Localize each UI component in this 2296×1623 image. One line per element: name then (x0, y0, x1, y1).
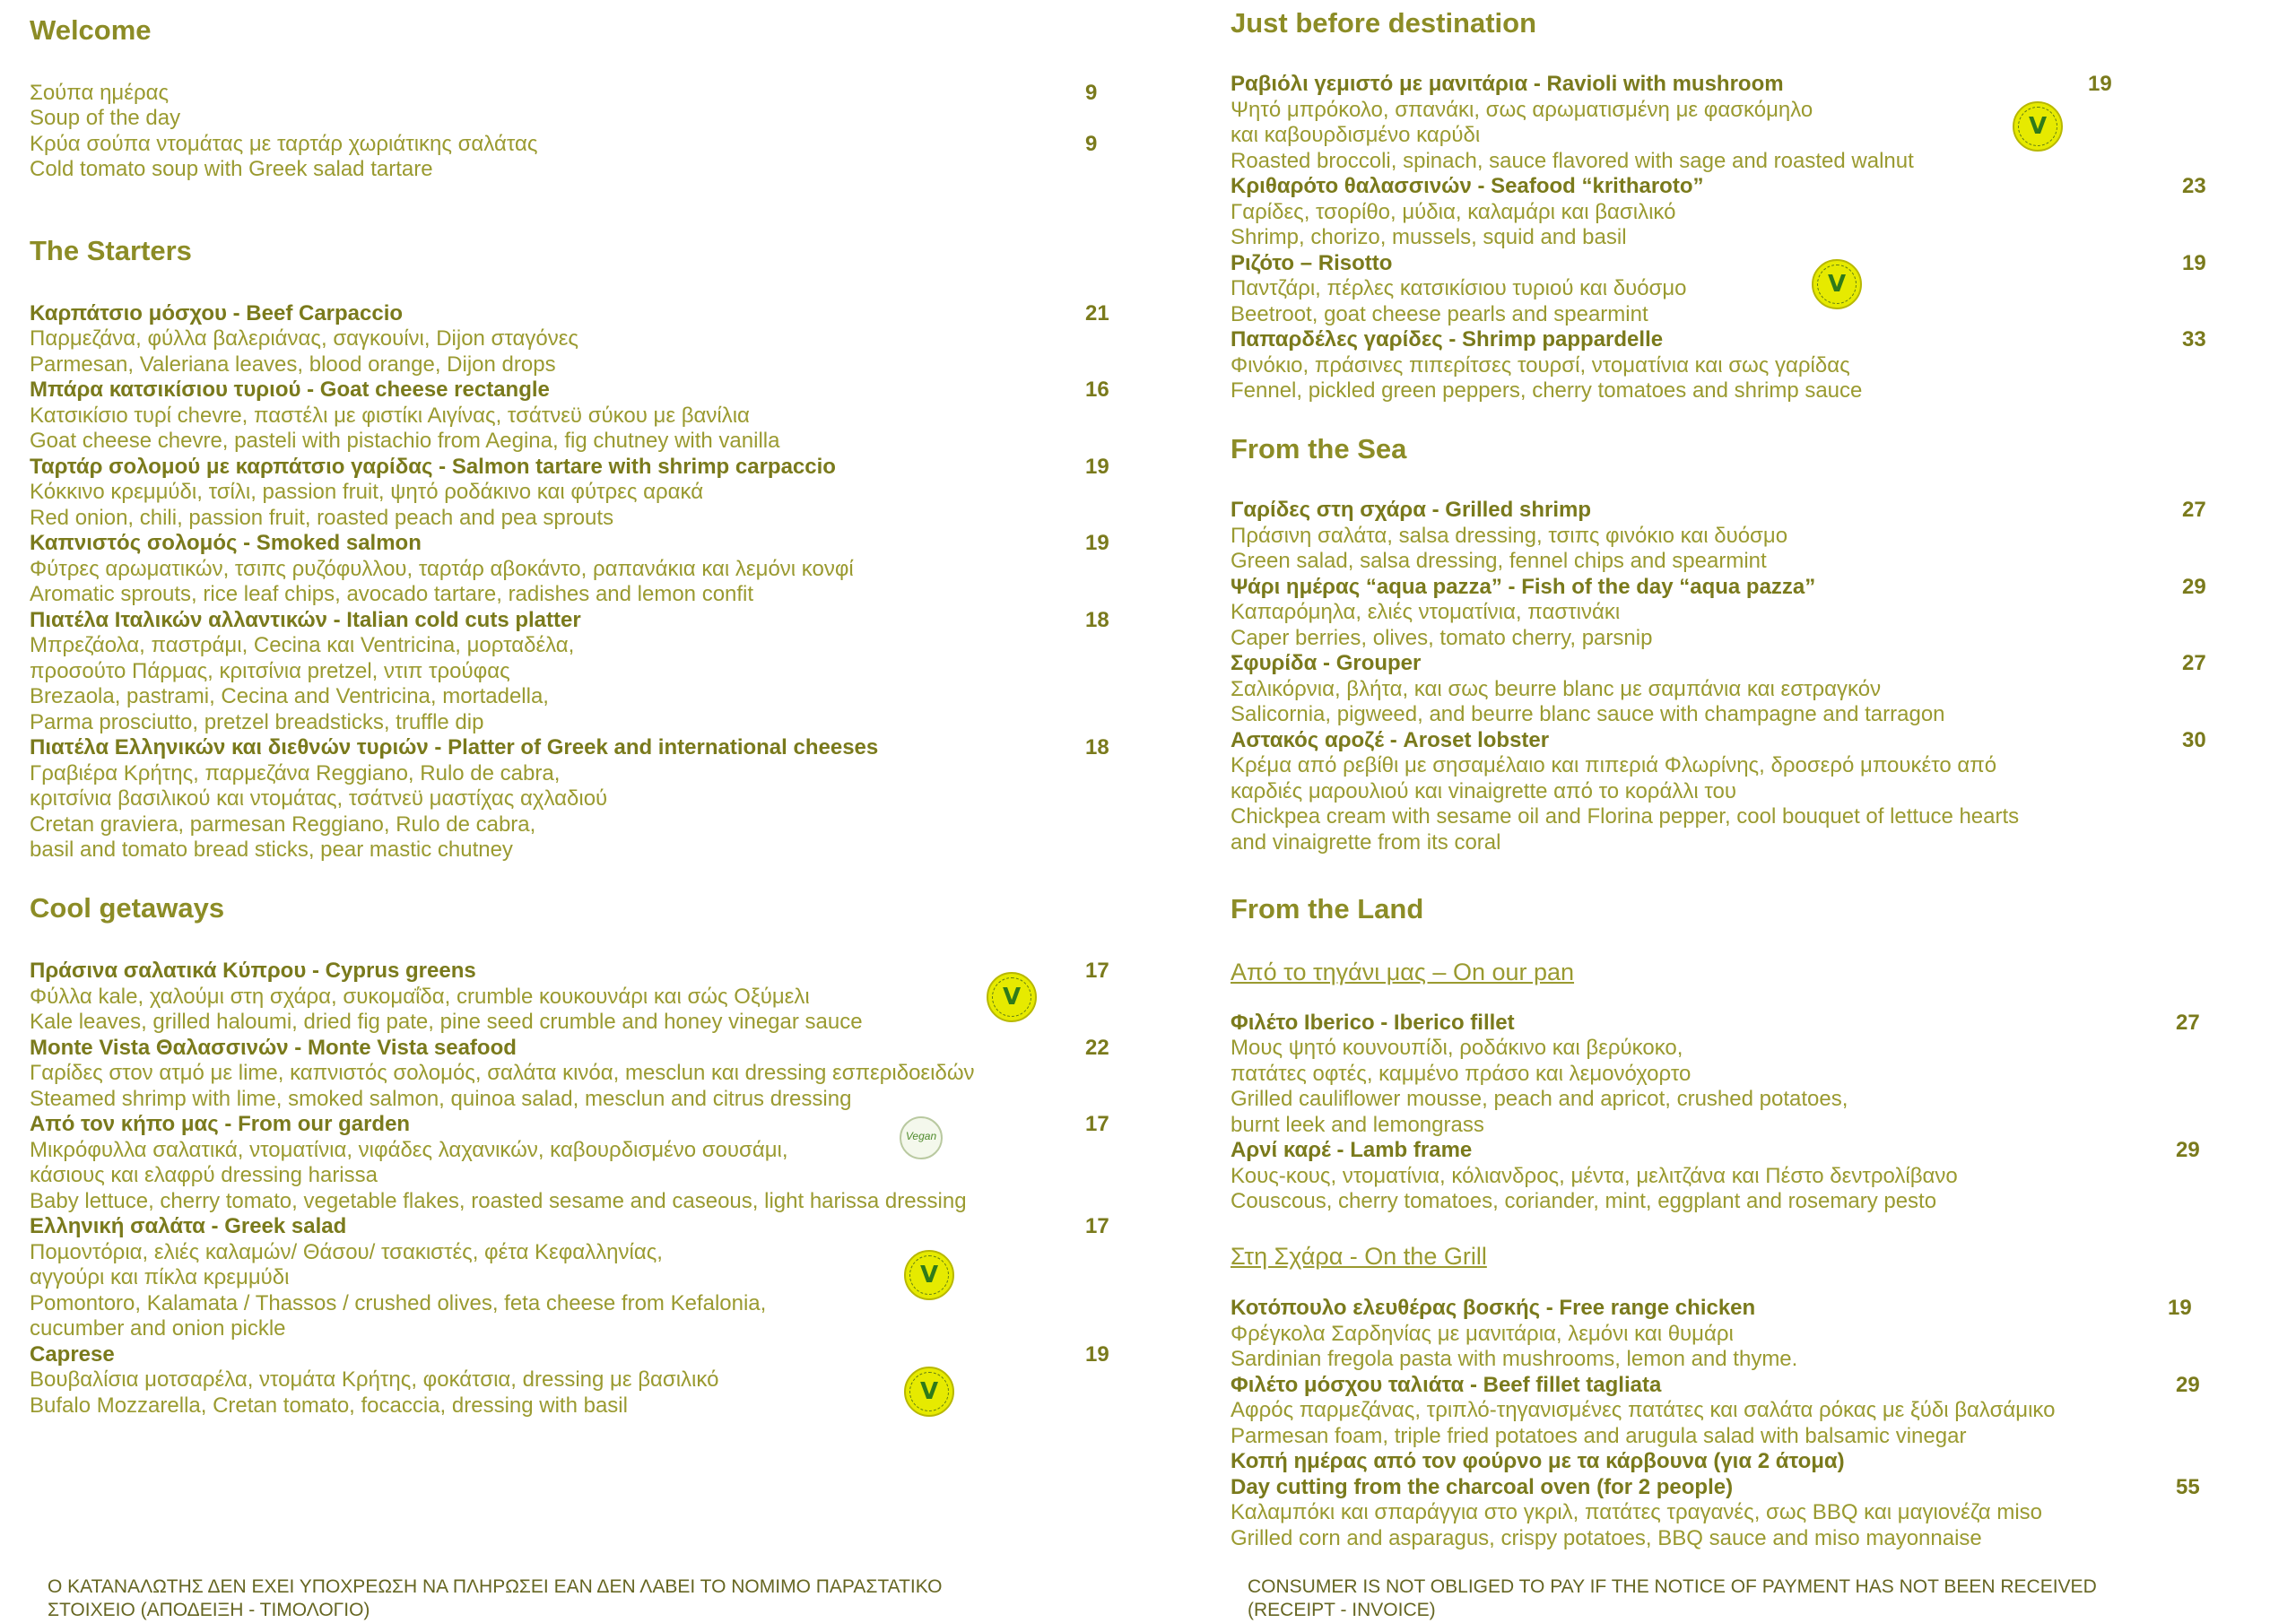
menu-item-name: Ψάρι ημέρας “aqua pazza” - Fish of the day “aqua pazza” (1231, 575, 1816, 599)
menu-item-desc: Beetroot, goat cheese pearls and spearmint (1231, 302, 1648, 326)
menu-item-name: Γαρίδες στη σχάρα - Grilled shrimp (1231, 498, 1591, 522)
menu-item-desc: Roasted broccoli, spinach, sauce flavored with sage and roasted walnut (1231, 149, 1914, 173)
menu-item-desc: Γαρίδες στον ατμό με lime, καπνιστός σολομός, σαλάτα κινόα, mesclun και dressing εσπεριδοειδών (30, 1061, 975, 1085)
menu-item-desc: καρδιές μαρουλιού και vinaigrette από το κοράλλι του (1231, 779, 1736, 803)
vegetarian-icon: V (904, 1367, 954, 1417)
menu-item-desc: Sardinian fregola pasta with mushrooms, lemon and thyme. (1231, 1347, 1798, 1371)
menu-item-desc: Γαρίδες, τσορίθο, μύδια, καλαμάρι και βασιλικό (1231, 200, 1676, 224)
menu-item-desc: Salicornia, pigweed, and beurre blanc sauce with champagne and tarragon (1231, 702, 1945, 726)
menu-item-desc: Cretan graviera, parmesan Reggiano, Rulo de cabra, (30, 812, 536, 837)
menu-item-desc: burnt leek and lemongrass (1231, 1113, 1484, 1137)
menu-item-name: Monte Vista Θαλασσινών - Monte Vista seafood (30, 1036, 517, 1060)
menu-item-name: Ραβιόλι γεμιστό με μανιτάρια - Ravioli with mushroom (1231, 72, 1784, 96)
section-title-cool-getaways: Cool getaways (30, 892, 225, 924)
menu-item-desc: Brezaola, pastrami, Cecina and Ventricina, mortadella, (30, 684, 549, 708)
menu-item-price: 17 (1085, 959, 1109, 983)
menu-item-name: Κοτόπουλο ελευθέρας βοσκής - Free range chicken (1231, 1296, 1756, 1320)
menu-item-desc: προσούτο Πάρμας, κριτσίνια pretzel, ντιπ τρούφας (30, 659, 510, 683)
menu-item-price: 30 (2182, 728, 2206, 752)
menu-item-price: 19 (1085, 455, 1109, 479)
menu-item-price: 16 (1085, 378, 1109, 402)
menu-item-name: Από τον κήπο μας - From our garden (30, 1112, 411, 1136)
menu-item-desc: Chickpea cream with sesame oil and Florina pepper, cool bouquet of lettuce hearts (1231, 804, 2020, 829)
menu-item-desc: Κόκκινο κρεμμύδι, τσίλι, passion fruit, ψητό ροδάκινο και φύτρες αρακά (30, 480, 704, 504)
menu-item-desc: Parma prosciutto, pretzel breadsticks, truffle dip (30, 710, 484, 734)
menu-item-desc: Κατσικίσιο τυρί chevre, παστέλι με φιστίκι Αιγίνας, τσάτνεϋ σύκου με βανίλια (30, 404, 750, 428)
welcome-line: Κρύα σούπα ντομάτας με ταρτάρ χωριάτικης σαλάτας (30, 132, 538, 156)
menu-item-desc: Παντζάρι, πέρλες κατσικίσιου τυριού και δυόσμο (1231, 276, 1687, 300)
menu-item-price: 29 (2182, 575, 2206, 599)
menu-item-desc: cucumber and onion pickle (30, 1316, 286, 1341)
vegetarian-icon: V (904, 1250, 954, 1300)
menu-item-name: Αρνί καρέ - Lamb frame (1231, 1138, 1473, 1162)
menu-item-price: 19 (2168, 1296, 2192, 1320)
menu-item-price: 22 (1085, 1036, 1109, 1060)
menu-item-price: 21 (1085, 301, 1109, 325)
footer-notice-greek: Ο ΚΑΤΑΝΑΛΩΤΗΣ ΔΕΝ ΕΧΕΙ ΥΠΟΧΡΕΩΣΗ ΝΑ ΠΛΗΡΩΣΕΙ ΕΑΝ ΔΕΝ ΛΑΒΕΙ ΤΟ ΝΟΜΙΜΟ ΠΑΡΑΣΤΑΤΙΚΟ (48, 1576, 943, 1597)
menu-item-desc: Μικρόφυλλα σαλατικά, ντοματίνια, νιφάδες λαχανικών, καβουρδισμένο σουσάμι, (30, 1138, 788, 1162)
welcome-price: 9 (1085, 132, 1098, 156)
menu-item-desc: Παρμεζάνα, φύλλα βαλεριάνας, σαγκουίνι, Dijon σταγόνες (30, 326, 578, 351)
menu-item-name: Καρπάτσιο μόσχου - Beef Carpaccio (30, 301, 404, 325)
menu-item-desc: πατάτες οφτές, καμμένο πράσο και λεμονόχορτο (1231, 1062, 1692, 1086)
menu-item-desc: Aromatic sprouts, rice leaf chips, avocado tartare, radishes and lemon confit (30, 582, 754, 606)
menu-item-price: 17 (1085, 1112, 1109, 1136)
menu-item-desc: Couscous, cherry tomatoes, coriander, mint, eggplant and rosemary pesto (1231, 1189, 1937, 1213)
menu-item-desc: Shrimp, chorizo, mussels, squid and basil (1231, 225, 1627, 249)
menu-item-name: Φιλέτο μόσχου ταλιάτα - Beef fillet tagliata (1231, 1373, 1662, 1397)
menu-item-name: Caprese (30, 1342, 115, 1367)
menu-item-desc: Red onion, chili, passion fruit, roasted peach and pea sprouts (30, 506, 614, 530)
menu-item-desc: Ποµοντόρια, ελιές καλαμών/ Θάσου/ τσακιστές, φέτα Κεφαλληνίας, (30, 1240, 663, 1264)
menu-item-desc: Parmesan foam, triple fried potatoes and arugula salad with balsamic vinegar (1231, 1424, 1967, 1448)
menu-item-price: 19 (1085, 531, 1109, 555)
menu-item-name: Πράσινα σαλατικά Κύπρου - Cyprus greens (30, 959, 476, 983)
menu-item-price: 27 (2182, 498, 2206, 522)
menu-item-desc: κάσιους και ελαφρύ dressing harissa (30, 1163, 378, 1187)
menu-item-name: Πιατέλα Ιταλικών αλλαντικών - Italian cold cuts platter (30, 608, 581, 632)
vegan-icon: Vegan (900, 1116, 943, 1159)
menu-item-name: Παπαρδέλες γαρίδες - Shrimp pappardelle (1231, 327, 1664, 352)
menu-item-price: 29 (2176, 1138, 2200, 1162)
menu-item-desc: Καπαρόμηλα, ελιές ντοματίνια, παστινάκι (1231, 600, 1621, 624)
menu-item-name: Ελληνική σαλάτα - Greek salad (30, 1214, 347, 1238)
vegetarian-icon: V (1812, 259, 1862, 309)
menu-item-name: Day cutting from the charcoal oven (for 2 people) (1231, 1475, 1734, 1499)
menu-item-desc: κριτσίνια βασιλικού και ντομάτας, τσάτνεϋ μαστίχας αχλαδιού (30, 786, 608, 811)
menu-item-desc: Baby lettuce, cherry tomato, vegetable flakes, roasted sesame and caseous, light harissa dressing (30, 1189, 967, 1213)
menu-item-desc: Kale leaves, grilled haloumi, dried fig pate, pine seed crumble and honey vinegar sauce (30, 1010, 863, 1034)
menu-item-desc: αγγούρι και πίκλα κρεμμύδι (30, 1265, 290, 1289)
menu-item-desc: Κους-κους, ντοματίνια, κόλιανδρος, μέντα, μελιτζάνα και Πέστο δεντρολίβανο (1231, 1164, 1958, 1188)
menu-item-desc: Pomontoro, Kalamata / Thassos / crushed olives, feta cheese from Kefalonia, (30, 1291, 767, 1315)
menu-item-desc: Γραβιέρα Κρήτης, παρμεζάνα Reggiano, Rulo de cabra, (30, 761, 561, 785)
subheading-on-the-grill: Στη Σχάρα - On the Grill (1231, 1243, 1487, 1270)
menu-item-desc: Steamed shrimp with lime, smoked salmon, quinoa salad, mesclun and citrus dressing (30, 1087, 852, 1111)
menu-item-name: Πιατέλα Ελληνικών και διεθνών τυριών - Platter of Greek and international cheeses (30, 735, 879, 759)
menu-item-price: 23 (2182, 174, 2206, 198)
menu-item-desc: Φύλλα kale, χαλούμι στη σχάρα, συκομαΐδα, crumble κουκουνάρι και σώς Οξύμελι (30, 985, 810, 1009)
menu-item-price: 19 (1085, 1342, 1109, 1367)
welcome-line: Cold tomato soup with Greek salad tartare (30, 157, 433, 181)
menu-item-price: 27 (2182, 651, 2206, 675)
section-title-from-the-sea: From the Sea (1231, 433, 1407, 464)
section-title-welcome: Welcome (30, 14, 152, 46)
menu-item-desc: Parmesan, Valeriana leaves, blood orange, Dijon drops (30, 352, 556, 377)
menu-item-price: 29 (2176, 1373, 2200, 1397)
menu-item-name: Ταρτάρ σολομού με καρπάτσιο γαρίδας - Salmon tartare with shrimp carpaccio (30, 455, 836, 479)
menu-item-price: 33 (2182, 327, 2206, 352)
menu-item-desc: Caper berries, olives, tomato cherry, parsnip (1231, 626, 1653, 650)
menu-item-desc: Μους ψητό κουνουπίδι, ροδάκινο και βερύκοκο, (1231, 1036, 1683, 1060)
menu-item-desc: Ψητό μπρόκολο, σπανάκι, σως αρωματισμένη με φασκόμηλο (1231, 98, 1813, 122)
menu-item-desc: Κρέμα από ρεβίθι με σησαμέλαιο και πιπεριά Φλωρίνης, δροσερό μπουκέτο από (1231, 753, 1997, 777)
menu-item-name: Ριζότο – Risotto (1231, 251, 1393, 275)
welcome-line: Soup of the day (30, 106, 181, 130)
footer-notice-english: CONSUMER IS NOT OBLIGED TO PAY IF THE NOTICE OF PAYMENT HAS NOT BEEN RECEIVED (1248, 1576, 2097, 1597)
footer-notice-english: (RECEIPT - INVOICE) (1248, 1600, 1436, 1620)
menu-item-desc: basil and tomato bread sticks, pear mastic chutney (30, 838, 513, 862)
menu-item-name: Καπνιστός σολομός - Smoked salmon (30, 531, 422, 555)
menu-item-price: 55 (2176, 1475, 2200, 1499)
subheading-on-our-pan: Από το τηγάνι μας – On our pan (1231, 959, 1575, 985)
welcome-price: 9 (1085, 81, 1098, 105)
menu-item-desc: Αφρός παρμεζάνας, τριπλό-τηγανισμένες πατάτες και σαλάτα ρόκας με ξύδι βαλσάμικο (1231, 1398, 2056, 1422)
menu-item-desc: and vinaigrette from its coral (1231, 830, 1501, 855)
menu-item-desc: και καβουρδισμένο καρύδι (1231, 123, 1481, 147)
menu-item-desc: Πράσινη σαλάτα, salsa dressing, τσιπς φινόκιο και δυόσμο (1231, 524, 1788, 548)
section-title-starters: The Starters (30, 235, 192, 266)
menu-item-name: Κριθαρότο θαλασσινών - Seafood “kritharoto” (1231, 174, 1704, 198)
menu-item-name: Μπάρα κατσικίσιου τυριού - Goat cheese rectangle (30, 378, 550, 402)
section-title-just-before-destination: Just before destination (1231, 7, 1537, 39)
menu-item-price: 17 (1085, 1214, 1109, 1238)
footer-notice-greek: ΣΤΟΙΧΕΙΟ (ΑΠΟΔΕΙΞΗ - ΤΙΜΟΛΟΓΙΟ) (48, 1600, 370, 1620)
menu-item-desc: Βουβαλίσια μοτσαρέλα, ντομάτα Κρήτης, φοκάτσια, dressing με βασιλικό (30, 1367, 719, 1392)
menu-item-desc: Φινόκιο, πράσινες πιπερίτσες τουρσί, ντοματίνια και σως γαρίδας (1231, 353, 1850, 378)
menu-item-desc: Green salad, salsa dressing, fennel chips and spearmint (1231, 549, 1767, 573)
menu-item-desc: Bufalo Mozzarella, Cretan tomato, focaccia, dressing with basil (30, 1393, 628, 1418)
welcome-line: Σούπα ημέρας (30, 81, 170, 105)
menu-item-name: Σφυρίδα - Grouper (1231, 651, 1422, 675)
menu-item-desc: Grilled cauliflower mousse, peach and apricot, crushed potatoes, (1231, 1087, 1848, 1111)
menu-item-desc: Fennel, pickled green peppers, cherry tomatoes and shrimp sauce (1231, 378, 1863, 403)
menu-item-price: 18 (1085, 608, 1109, 632)
menu-item-price: 27 (2176, 1011, 2200, 1035)
menu-item-name: Κοπή ημέρας από τον φούρνο με τα κάρβουνα (για 2 άτομα) (1231, 1449, 1845, 1473)
menu-item-desc: Goat cheese chevre, pasteli with pistachio from Aegina, fig chutney with vanilla (30, 429, 780, 453)
menu-item-name: Αστακός αροζέ - Aroset lobster (1231, 728, 1550, 752)
menu-item-name: Φιλέτο Iberico - Iberico fillet (1231, 1011, 1515, 1035)
menu-item-price: 19 (2182, 251, 2206, 275)
menu-item-desc: Μπρεζάολα, παστράμι, Cecina και Ventricina, μορταδέλα, (30, 633, 575, 657)
vegetarian-icon: V (2013, 101, 2063, 152)
menu-item-desc: Φρέγκολα Σαρδηνίας με μανιτάρια, λεμόνι και θυμάρι (1231, 1322, 1734, 1346)
section-title-from-the-land: From the Land (1231, 893, 1424, 924)
menu-item-desc: Φύτρες αρωματικών, τσιπς ρυζόφυλλου, ταρτάρ αβοκάντο, ραπανάκια και λεμόνι κονφί (30, 557, 854, 581)
menu-item-desc: Grilled corn and asparagus, crispy potatoes, BBQ sauce and miso mayonnaise (1231, 1526, 1982, 1550)
menu-item-desc: Καλαμπόκι και σπαράγγια στο γκριλ, πατάτες τραγανές, σως BBQ και μαγιονέζα miso (1231, 1500, 2043, 1524)
vegetarian-icon: V (987, 972, 1037, 1022)
menu-item-price: 18 (1085, 735, 1109, 759)
menu-item-desc: Σαλικόρνια, βλήτα, και σως beurre blanc με σαμπάνια και εστραγκόν (1231, 677, 1882, 701)
menu-item-price: 19 (2088, 72, 2112, 96)
